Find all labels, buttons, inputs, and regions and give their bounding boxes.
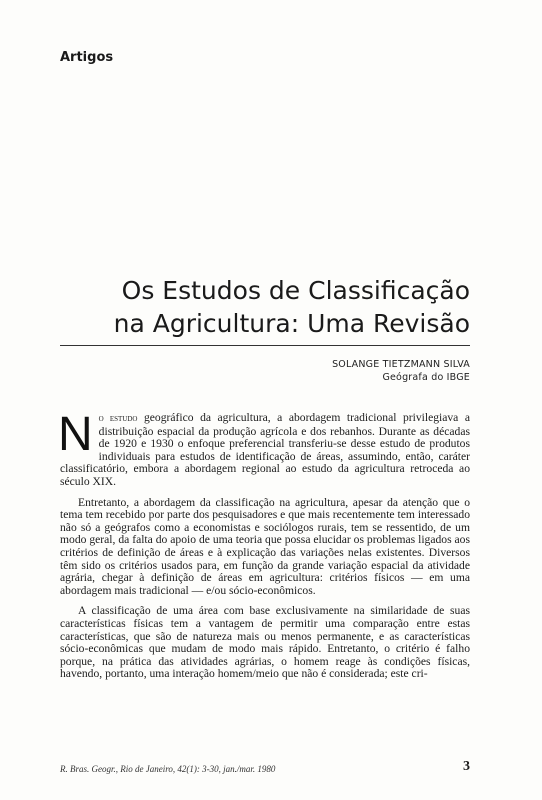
journal-citation: R. Bras. Geogr., Rio de Janeiro, 42(1): 3-30, jan./mar. 1980 (60, 764, 276, 774)
title-divider (60, 345, 470, 346)
paragraph-3: A classificação de uma área com base exclusivamente na similaridade de suas características físicas tem a vantagem de permitir uma comparação entre estas características, que são de natureza mais ou menos permanente, e as características sócio-econômicas que mudam de modo mais rápido. Entretanto, o critério é falho porque, na prática das atividades agrárias, o homem reage às condições físicas, havendo, portanto, uma interação homem/meio que não é considerada; este cri- (60, 604, 470, 681)
article-title-line-2: na Agricultura: Uma Revisão (113, 309, 470, 338)
author-block (332, 358, 470, 384)
article-title (50, 274, 470, 340)
paragraph-1-text: geográfico da agricultura, a abordagem tradicional privilegiava a distribuição espacial da produção agrícola e dos rebanhos. Durante as décadas de 1920 e 1930 o enfoque preferencial transferiu-se desse estudo de produtos individuais para estudos de identificação de áreas, assumindo, então, caráter classificatório, embora a abordagem regional ao estudo da agricultura retroceda ao século XIX. (60, 411, 470, 488)
section-label: Artigos (60, 50, 114, 65)
paragraph-1-lead: o estudo (98, 413, 138, 424)
paragraph-1 (58, 408, 470, 489)
paragraph-2: Entretanto, a abordagem da classificação na agricultura, apesar da atenção que o tema tem recebido por parte dos pesquisadores e que mais recentemente tem interessado não só a geógrafos como a economistas e sociólogos rurais, tem se ressentido, de um modo geral, da falta do apoio de uma teoria que possa elucidar os problemas ligados aos critérios de definição de áreas e à explicação das variações nelas existentes. Diversos têm sido os critérios usados para, em função da grande variação espacial da atividade agrária, chegar à definição de áreas em agricultura: critérios físicos — em uma abordagem mais tradicional — e/ou sócio-econômicos. (60, 495, 470, 597)
article-title-line-1: Os Estudos de Classificação (121, 276, 470, 305)
drop-cap: N (58, 408, 93, 461)
article-body (58, 408, 470, 689)
author-name: SOLANGE TIETZMANN SILVA (332, 359, 470, 370)
page-number: 3 (463, 759, 470, 774)
author-affiliation: Geógrafa do IBGE (382, 372, 470, 383)
